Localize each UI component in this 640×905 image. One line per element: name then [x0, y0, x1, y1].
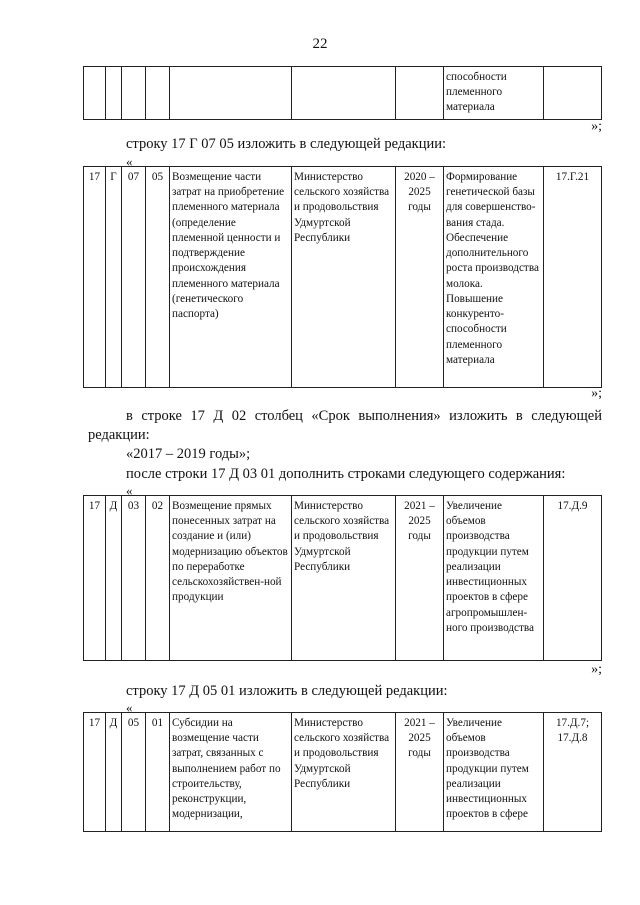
instruction-line-4: строку 17 Д 05 01 изложить в следующей редакции: — [126, 683, 448, 699]
closing-quote-2: »; — [591, 386, 602, 401]
cell-result: Увеличение объемов производства продукции путем реализации инвестиционных проектов в сфере — [444, 713, 544, 832]
table-fragment — [83, 66, 602, 120]
cell-code-4: 01 — [146, 713, 170, 832]
cell-code-2: Д — [106, 496, 122, 661]
cell-code-3: 03 — [122, 496, 146, 661]
cell-code-4: 05 — [146, 167, 170, 388]
instruction-line-3: после строки 17 Д 03 01 дополнить строками следующего содержания: — [126, 466, 566, 482]
opening-quote-1: « — [126, 154, 133, 169]
cell-code-4: 02 — [146, 496, 170, 661]
cell-name: Субсидии на возмещение части затрат, связанных с выполнением работ по строительству, реконструкции, модернизации, — [170, 713, 292, 832]
cell-code-1: 17 — [84, 713, 106, 832]
table-row-17-g-07-05 — [83, 166, 602, 388]
cell-executor: Министерство сельского хозяйства и продовольствия Удмуртской Республики — [292, 167, 396, 388]
page-number: 22 — [312, 36, 328, 52]
cell-name: Возмещение части затрат на приобретение племенного материала (определение племенной ценности и подтверждение происхождения племенного материала (генетического паспорта) — [170, 167, 292, 388]
cell-code-2: Д — [106, 713, 122, 832]
cell-result: Формирование генетической базы для совершенство-вания стада. Обеспечение дополнительного роста производства молока. Повышение конкуренто-способности племенного материала — [444, 167, 544, 388]
cell-term: 2021 – 2025 годы — [396, 713, 444, 832]
fragment-result-cell: способности племенного материала — [444, 67, 544, 120]
opening-quote-3: « — [126, 700, 133, 715]
cell-ref: 17.Д.9 — [544, 496, 602, 661]
opening-quote-2: « — [126, 483, 133, 498]
cell-executor: Министерство сельского хозяйства и продовольствия Удмуртской Республики — [292, 496, 396, 661]
table-row-17-d-05-01 — [83, 712, 602, 832]
table-row-17-d-03-02 — [83, 495, 602, 661]
cell-result: Увеличение объемов производства продукции путем реализации инвестиционных проектов в сфере агропромышлен-ного производства — [444, 496, 544, 661]
cell-ref: 17.Д.7; 17.Д.8 — [544, 713, 602, 832]
cell-code-1: 17 — [84, 496, 106, 661]
cell-code-3: 05 — [122, 713, 146, 832]
instruction-line-2b: редакции: — [88, 427, 150, 443]
cell-ref: 17.Г.21 — [544, 167, 602, 388]
instruction-value: «2017 – 2019 годы»; — [126, 446, 251, 462]
closing-quote-3: »; — [591, 662, 602, 677]
cell-term: 2020 – 2025 годы — [396, 167, 444, 388]
instruction-line-2: в строке 17 Д 02 столбец «Срок выполнения» изложить в следующей — [126, 408, 602, 424]
cell-executor: Министерство сельского хозяйства и продовольствия Удмуртской Республики — [292, 713, 396, 832]
cell-name: Возмещение прямых понесенных затрат на создание и (или) модернизацию объектов по переработке сельскохозяйствен-ной продукции — [170, 496, 292, 661]
closing-quote-1: »; — [591, 119, 602, 134]
cell-code-2: Г — [106, 167, 122, 388]
cell-code-3: 07 — [122, 167, 146, 388]
cell-code-1: 17 — [84, 167, 106, 388]
instruction-line-1: строку 17 Г 07 05 изложить в следующей редакции: — [126, 136, 447, 152]
cell-term: 2021 – 2025 годы — [396, 496, 444, 661]
